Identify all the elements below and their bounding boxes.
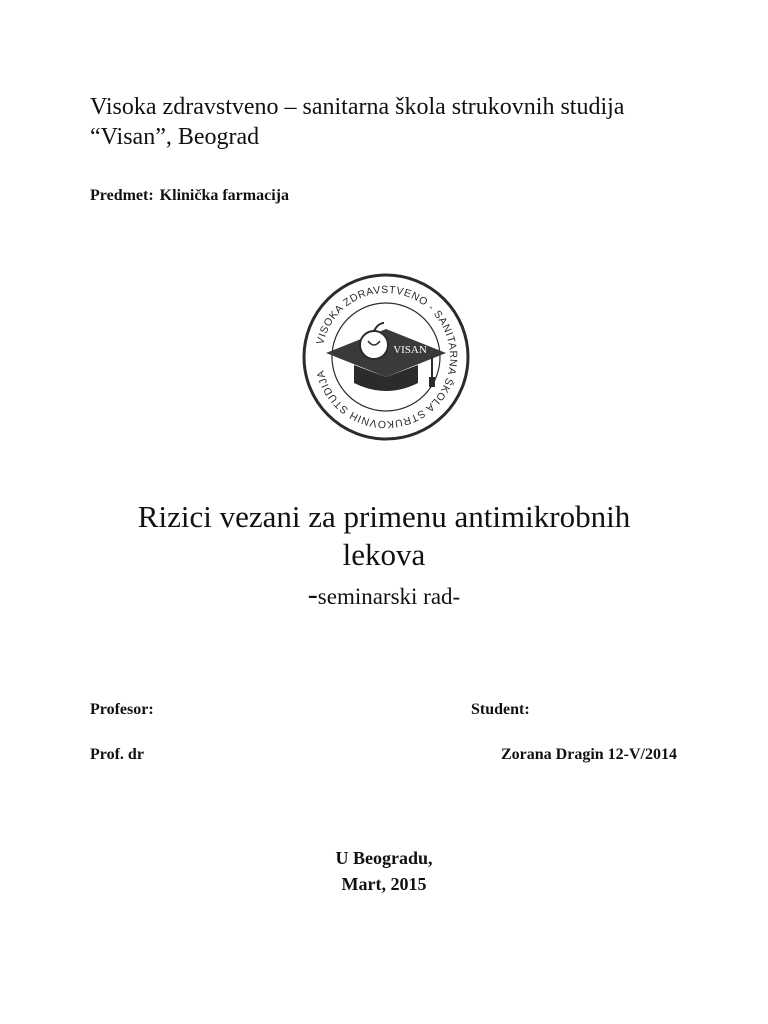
place-text: U Beogradu, <box>335 848 433 868</box>
place-and-date <box>234 845 534 897</box>
school-seal-logo <box>302 273 470 441</box>
seal-emblem-text: VISAN <box>393 344 427 356</box>
subtitle-text: seminarski rad- <box>317 584 461 609</box>
document-title <box>84 498 684 574</box>
professor-label: Profesor: <box>90 701 154 718</box>
professor-name: Prof. dr <box>90 746 144 763</box>
institution-line-1: Visoka zdravstveno – sanitarna škola strukovnih studija <box>90 94 625 120</box>
date-text: Mart, 2015 <box>341 874 427 894</box>
institution-line-2: “Visan”, Beograd <box>90 124 260 150</box>
apple-icon <box>360 323 388 359</box>
document-subtitle <box>84 580 684 612</box>
student-label: Student: <box>471 701 530 718</box>
title-line-1: Rizici vezani za primenu antimikrobnih <box>137 499 631 534</box>
student-name: Zorana Dragin 12-V/2014 <box>501 746 677 763</box>
subject-label: Predmet: <box>90 187 154 204</box>
title-line-2: lekova <box>342 537 426 572</box>
institution-header <box>90 92 678 152</box>
seal-ring-text: VISOKA ZDRAVSTVENO - SANITARNA ŠKOLA STRUKOVNIH STUDIJA <box>314 283 460 431</box>
subject-value: Klinička farmacija <box>159 187 289 204</box>
subject-line <box>90 185 289 207</box>
subtitle-dash: - <box>307 578 318 611</box>
